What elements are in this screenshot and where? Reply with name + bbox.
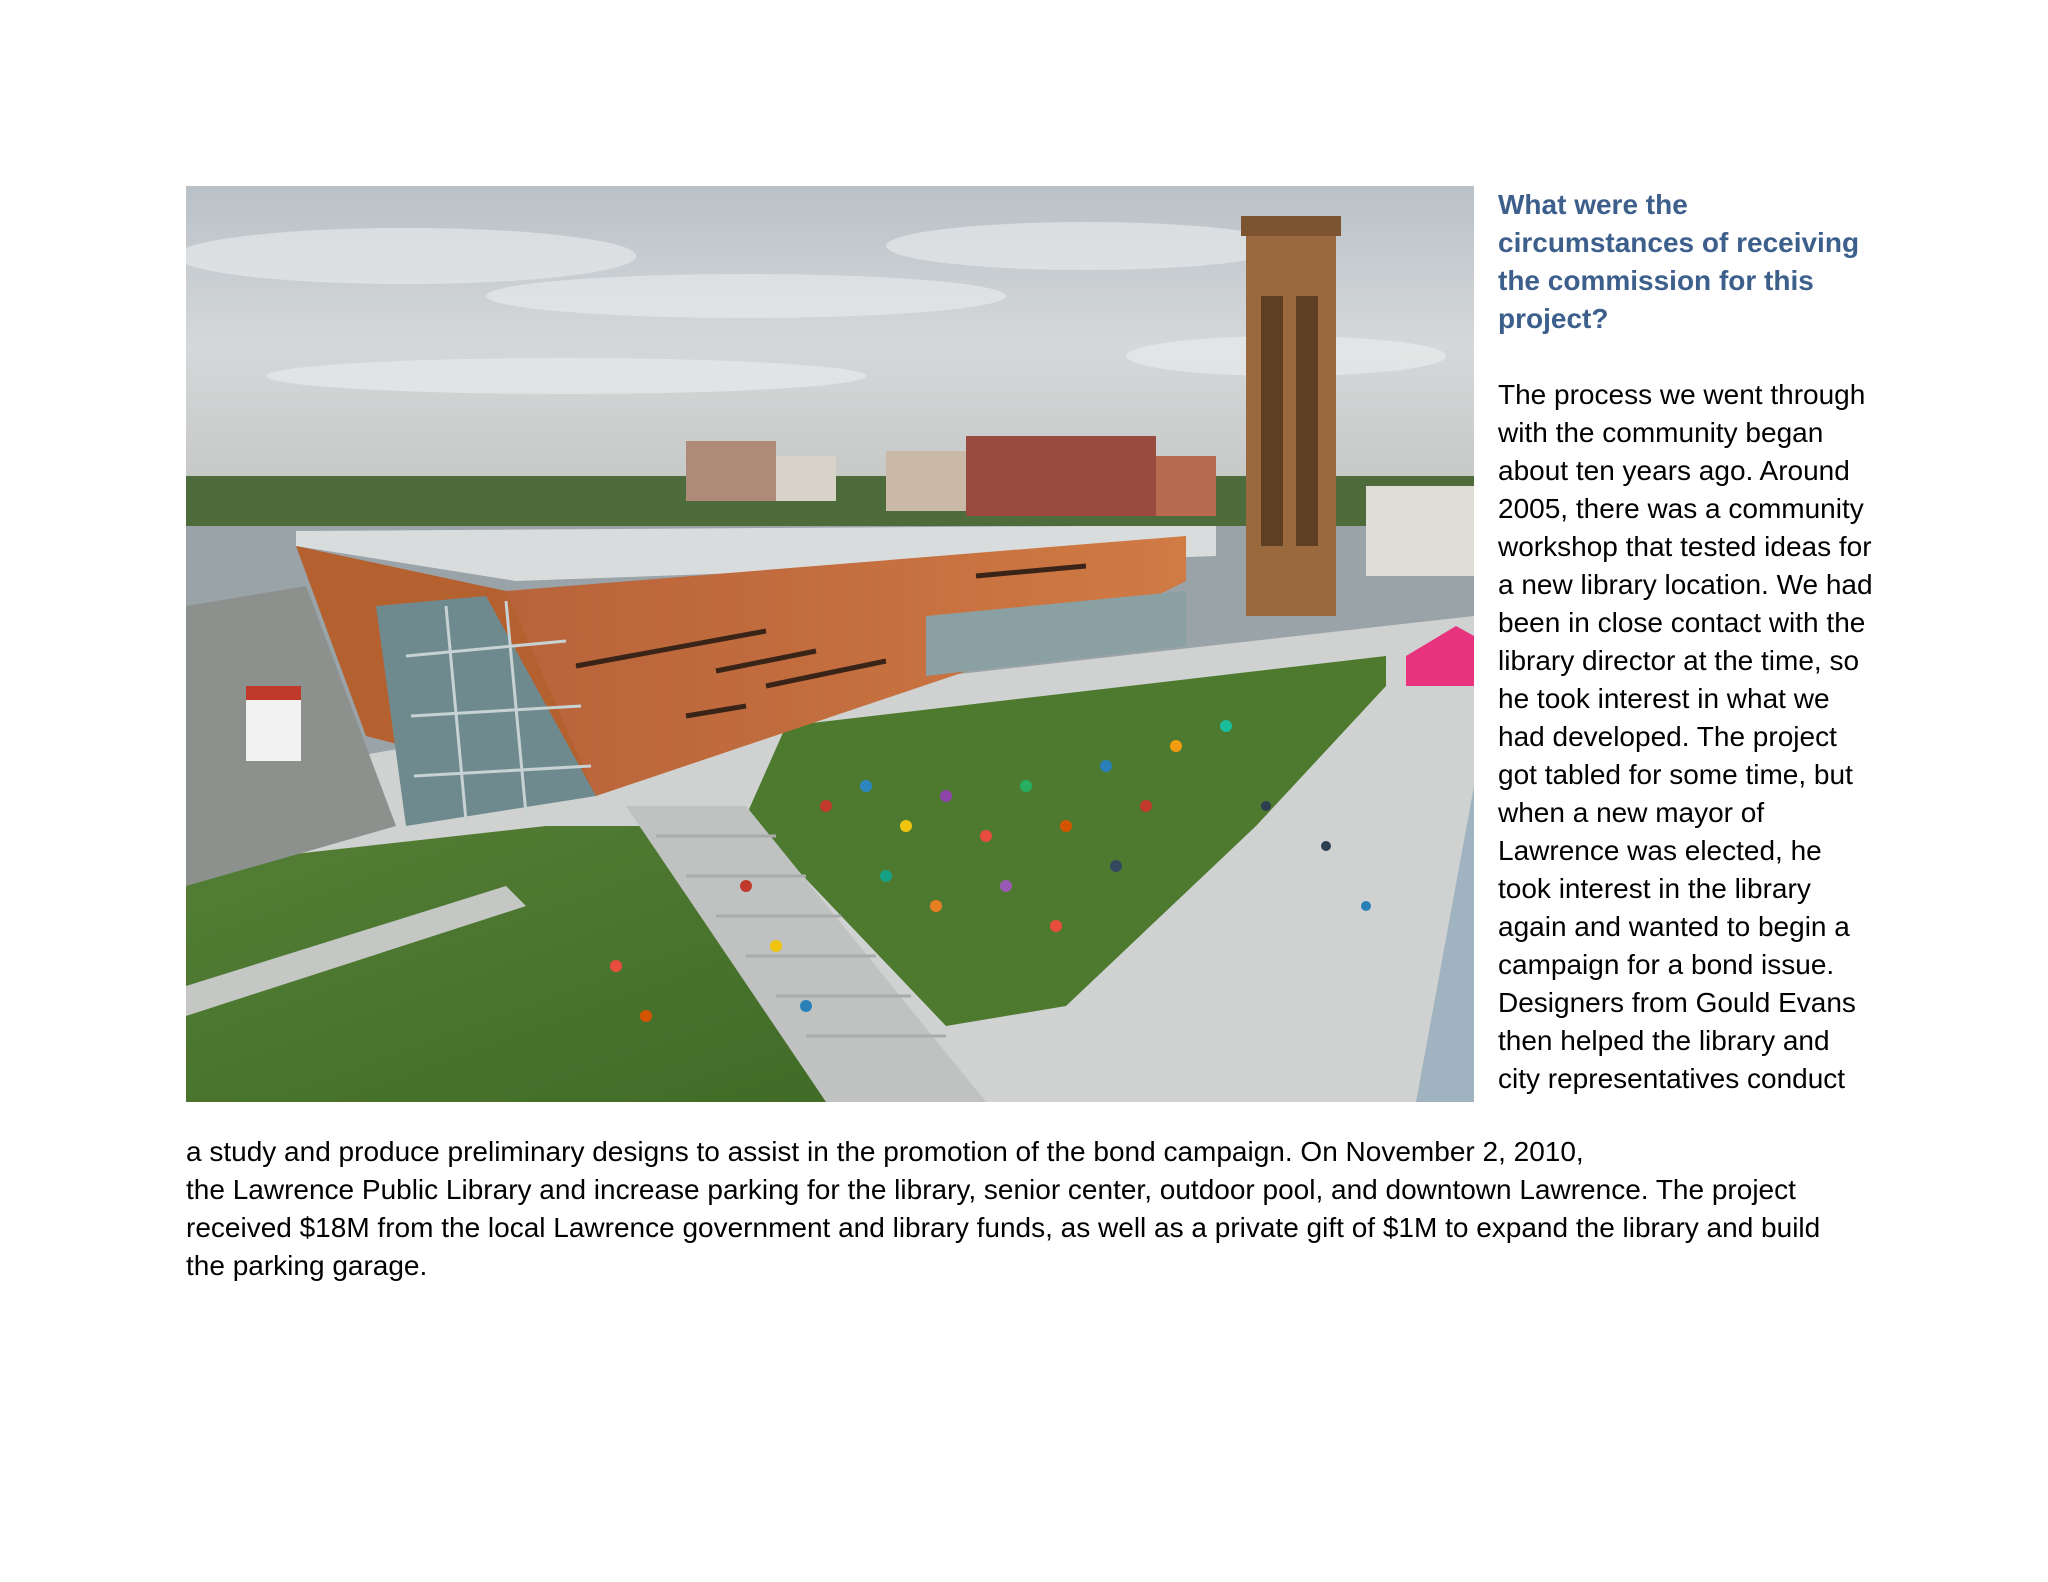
library-aerial-photo [186,186,1474,1102]
side-paragraph: The process we went through with the community began about ten years ago. Around 2005, there was a community workshop that tested ideas for a new library location. We had been in close contact with the library director at the time, so he took interest in what we had developed. The project got tabled for some time, but when a new mayor of Lawrence was elected, he took interest in the library again and wanted to begin a campaign for a bond issue. Designers from Gould Evans then helped the library and city representatives conduct [1498,379,1873,1094]
continuation-line: a study and produce preliminary designs to assist in the promotion of the bond campaign. On November 2, 2010, [186,1136,1584,1167]
library-photo-illustration [186,186,1474,1102]
sidebar-text [1498,186,1878,1098]
question-heading: What were the circumstances of receiving the commission for this project? [1498,189,1860,334]
clock-tower [1241,216,1341,616]
bottom-paragraph: the Lawrence Public Library and increase parking for the library, senior center, outdoor pool, and downtown Lawrence. The project received $18M from the local Lawrence government and library funds, as well as a private gift of $1M to expand the library and build the parking garage. [186,1174,1821,1281]
